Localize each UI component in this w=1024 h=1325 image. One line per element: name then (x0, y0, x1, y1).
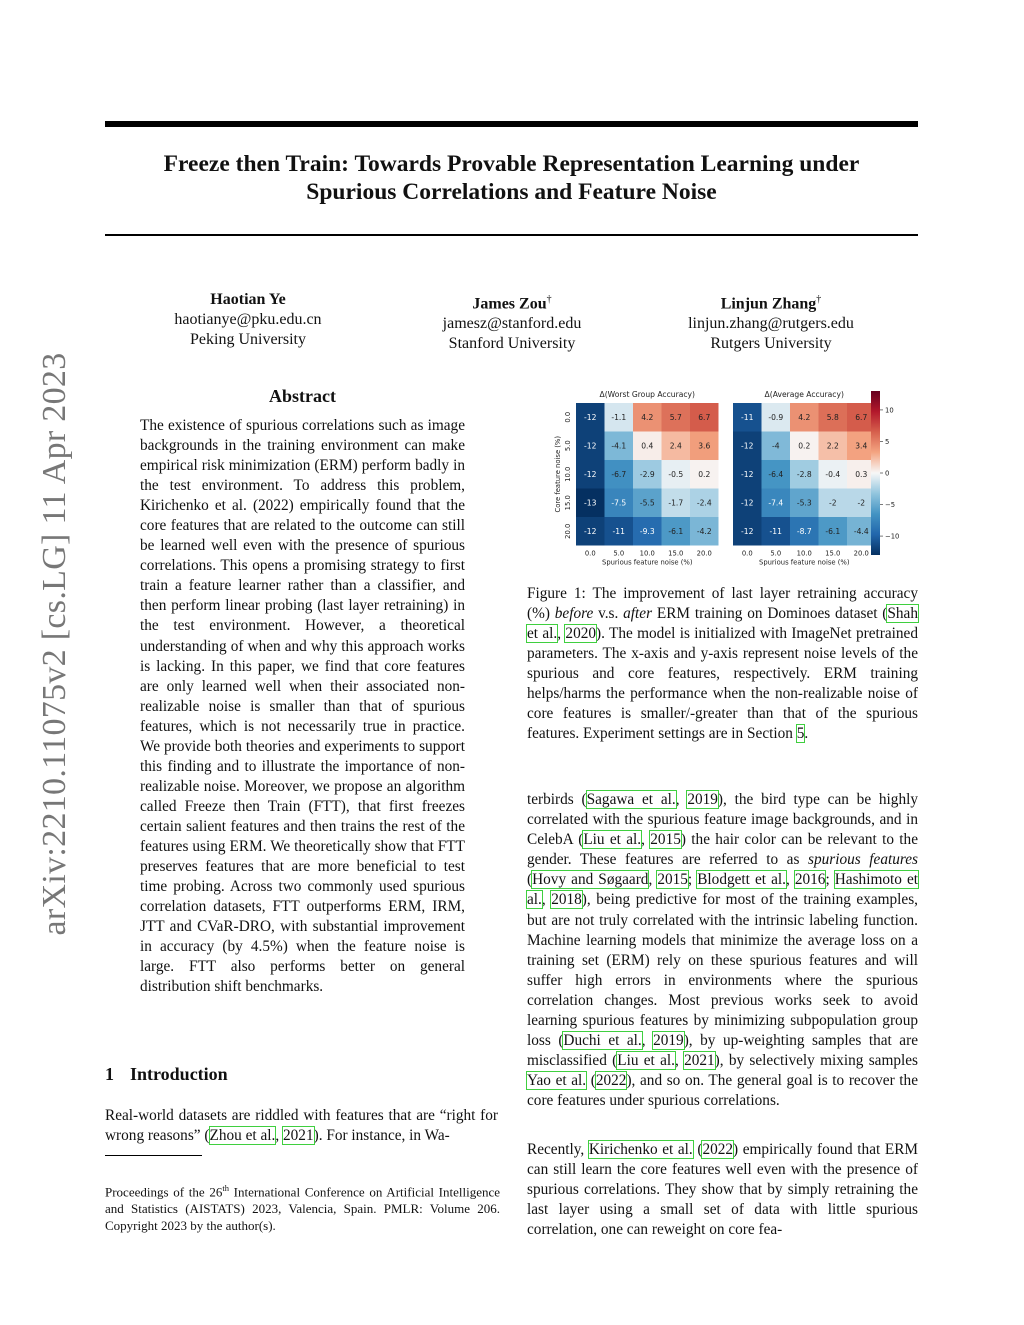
heatmap-cell-label: -11 (769, 527, 782, 537)
figure-1-heatmaps (527, 385, 919, 575)
heatmap-cell-label: 3.4 (855, 441, 868, 451)
citation-link[interactable]: 2015 (657, 871, 688, 889)
paragraph-text: ), by selectively mixing samples (714, 1052, 919, 1070)
heatmap-cell-label: -11 (741, 413, 754, 423)
paragraph-text: ; (687, 871, 698, 889)
paper-title (105, 150, 918, 206)
caption-text: ). The model is initialized with ImageNet pretrained parameters. The x-axis and y-axis represent noise levels of the spurious and core features, respectively. ERM training helps/harms the performance when the non-realizable noise of core features is smaller/-greater than that of the spurious features. Experiment settings are in Section (527, 625, 918, 743)
heatmap-cell-label: -0.5 (668, 470, 684, 480)
heatmap-cell-label: 5.7 (669, 413, 682, 423)
paragraph-text: ) empirically found that ERM can still learn the core features well even with the presence of spurious correlations. They show that by simply retraining the last layer using a small set of data with little spurious correlation, one can reweight on core fea- (527, 1141, 918, 1239)
heatmap-cell-label: -1.1 (611, 413, 627, 423)
footnote-text: International Conference on Artificial Intelligence and Statistics (AISTATS) 2023, Valencia, Spain. PMLR: Volume 206. Copyright 2023 by the author(s). (105, 1184, 500, 1233)
heatmap-cell-label: 2.2 (826, 441, 839, 451)
x-tick-label: 10.0 (796, 549, 812, 558)
caption-text: . (804, 725, 809, 743)
colorbar-tick-label: −10 (885, 532, 900, 541)
title-line-1: Freeze then Train: Towards Provable Representation Learning under (163, 151, 860, 177)
section-number: 1 (105, 1064, 114, 1084)
colorbar-tick-label: 5 (885, 437, 890, 446)
author-name: James Zou (472, 295, 547, 313)
citation-link[interactable]: 2015 (650, 831, 681, 849)
paragraph-text: , (674, 1052, 685, 1070)
x-tick-label: 20.0 (696, 549, 712, 558)
citation-link[interactable]: Duchi et al. (563, 1032, 642, 1050)
heatmap-cell-label: -12 (741, 498, 754, 508)
section-ref-link[interactable]: 5 (796, 725, 805, 743)
citation-link[interactable]: Liu et al. (617, 1052, 675, 1070)
colorbar-tick-label: 10 (885, 406, 894, 415)
paragraph-text: ), and so on. The general goal is to recover the core features under spurious correlations. (527, 1072, 918, 1110)
x-tick-label: 0.0 (741, 549, 753, 558)
paragraph-text: ), being predictive for most of the training examples, but are not truly correlated with the intrinsic labeling function. Machine learning models that minimize the average loss on a training set (ERM) rely on these spurious features and will suffer high errors in environments where the spurious correlation changes. Most previous works seek to avoid learning spurious features by minimizing subpopulation group loss ( (527, 891, 918, 1050)
paragraph-text: , (675, 791, 688, 808)
author-block-3 (621, 290, 921, 354)
paragraph-text: ( (586, 1072, 596, 1090)
paragraph-text: , (641, 831, 651, 849)
heatmap-title: Δ(Worst Group Accuracy) (599, 390, 695, 399)
paragraph-text: terbirds ( (527, 791, 587, 808)
abstract-body: The existence of spurious correlations such as image backgrounds in the training environment can make empirical risk minimization (ERM) perform badly in the test environment. To address this problem, Kirichenko et al. (2022) empirically found that the core features that are related to the outcome can still be learned well even with the presence of spurious correlations. This opens a promising strategy to first train a feature learner rather than a classifier, and then perform linear probing (last layer retraining) in the test environment. However, a theoretical understanding of when and why this approach works is lacking. In this paper, we find that core features are only learned well when their associated non-realizable noise is smaller than that of spurious features, which is not necessarily true in practice. We provide both theories and experiments to support this finding and to illustrate the importance of non-realizable noise. Moreover, we propose an algorithm called Freeze then Train (FTT), that first freezes certain salient features and then trains the rest of the features using ERM. We theoretically show that FTT preserves features that are more beneficial to test time probing. Across two commonly used spurious correlation datasets, FTT outperforms ERM, IRM, JTT and CVaR-DRO, with substantial improvement in accuracy (by 4.5%) when the feature noise is large. FTT also performs better on general distribution shift benchmarks. (140, 417, 465, 996)
paragraph-text: , (641, 1032, 654, 1050)
emphasis-text: spurious features (808, 851, 918, 869)
heatmap-cell-label: 0.2 (798, 441, 811, 451)
author-email: haotianye@pku.edu.cn (174, 311, 322, 328)
heatmap-cell-label: -2 (828, 498, 837, 508)
heatmap-svg (527, 385, 919, 575)
author-name: Linjun Zhang (720, 295, 817, 313)
colorbar-tick-label: −5 (885, 501, 896, 510)
caption-text: , (557, 625, 566, 643)
abstract-heading: Abstract (269, 386, 336, 406)
paragraph-text: , (785, 871, 795, 889)
author-email: jamesz@stanford.edu (442, 315, 582, 333)
x-tick-label: 10.0 (639, 549, 655, 558)
citation-link[interactable]: 2018 (551, 891, 582, 909)
heatmap-cell-label: -12 (584, 470, 597, 480)
citation-link[interactable]: 2022 (595, 1072, 627, 1090)
paragraph-text: , (648, 871, 658, 889)
heatmap-cell-label: -6.7 (611, 470, 627, 480)
heatmap-cell-label: -12 (741, 527, 754, 537)
heatmap-cell-label: -12 (584, 413, 597, 423)
intro-text: Real-world datasets are riddled with features that are “right for wrong reasons” ( (105, 1107, 498, 1145)
heatmap-cell-label: 6.7 (698, 413, 711, 423)
citation-link[interactable]: Shah et al. (527, 605, 919, 643)
paragraph-text: , (541, 891, 552, 909)
heatmap-cell-label: 6.7 (855, 413, 868, 423)
paragraph-text: ), the bird type can be highly correlated with the spurious feature image backgrounds, and in CelebA ( (527, 791, 918, 849)
caption-text: Figure 1: The improvement of last layer retraining accuracy (%) (527, 585, 918, 623)
heatmap-cell-label: -2.9 (639, 470, 655, 480)
heatmap-cell-label: -7.4 (768, 498, 784, 508)
heatmap-cell-label: -6.1 (668, 527, 684, 537)
heatmap-title: Δ(Average Accuracy) (764, 390, 844, 399)
heatmap-cell-label: -0.4 (825, 470, 841, 480)
heatmap-cell-label: -12 (584, 441, 597, 451)
title-line-2: Spurious Correlations and Feature Noise (306, 179, 717, 205)
footnote-text: Proceedings of the 26 (105, 1184, 223, 1200)
section-heading-introduction (105, 1064, 228, 1085)
heatmap-cell-label: -2.4 (696, 498, 712, 508)
figure-caption (527, 584, 918, 744)
footnote (105, 1180, 500, 1234)
arxiv-identifier: arXiv:2210.11075v2 [cs.LG] 11 Apr 2023 (36, 352, 73, 936)
caption-text: ERM training on Dominoes dataset ( (652, 605, 888, 623)
citation-link[interactable]: Yao et al. (527, 1072, 587, 1090)
x-tick-label: 15.0 (668, 549, 684, 558)
heatmap-cell-label: -5.5 (639, 498, 655, 508)
y-tick-label: 0.0 (564, 411, 572, 423)
author-block-2 (362, 290, 662, 354)
citation-link[interactable]: 2021 (684, 1052, 715, 1070)
heatmap-cell-label: 0.2 (698, 470, 711, 480)
citation-link[interactable]: 2019 (687, 791, 718, 808)
heatmap-cell-label: -4.4 (853, 527, 869, 537)
colorbar-tick-label: 0 (885, 469, 890, 478)
paragraph-text: ( (527, 871, 533, 889)
paragraph-text: Recently, (527, 1141, 589, 1158)
author-affiliation: Stanford University (448, 335, 576, 353)
heatmap-cell-label: -6.4 (768, 470, 784, 480)
citation-link[interactable]: Hovy and Søgaard (532, 871, 649, 889)
heatmap-cell-label: -12 (741, 470, 754, 480)
caption-em: after (623, 605, 653, 623)
heatmap-cell-label: 5.8 (826, 413, 839, 423)
citation-link[interactable]: Liu et al. (583, 831, 642, 849)
heatmap-cell-label: -9.3 (639, 527, 655, 537)
intro-text: , (275, 1127, 283, 1145)
section-title: Introduction (130, 1064, 228, 1084)
y-tick-label: 10.0 (564, 466, 572, 482)
caption-em: before (554, 605, 594, 623)
x-tick-label: 5.0 (613, 549, 625, 558)
heatmap-cell-label: -4 (771, 441, 780, 451)
heatmap-cell-label: 4.2 (798, 413, 811, 423)
citation-link[interactable]: 2016 (794, 871, 826, 889)
author-mark: † (816, 294, 822, 305)
intro-text: ). For instance, in Wa- (313, 1127, 450, 1145)
y-tick-label: 20.0 (564, 523, 572, 539)
right-column-paragraph-1 (527, 790, 918, 1112)
footnote-rule (105, 1155, 202, 1156)
x-tick-label: 15.0 (825, 549, 841, 558)
citation-link[interactable]: 2019 (653, 1032, 684, 1050)
heatmap-cell-label: -12 (741, 441, 754, 451)
heatmap-cell-label: -4.2 (696, 527, 712, 537)
citation-link[interactable]: Kirichenko et al. (588, 1141, 693, 1158)
top-rule (105, 121, 918, 127)
heatmap-cell-label: -7.5 (611, 498, 627, 508)
author-email: linjun.zhang@rutgers.edu (688, 315, 854, 333)
x-axis-label: Spurious feature noise (%) (602, 558, 693, 567)
heatmap-cell-label: 0.4 (641, 441, 654, 451)
heatmap-cell-label: -2.8 (796, 470, 812, 480)
heatmap-cell-label: 0.3 (855, 470, 868, 480)
author-block-1 (98, 290, 398, 350)
y-tick-label: 5.0 (564, 440, 572, 452)
heatmap-cell-label: 2.4 (669, 441, 682, 451)
author-affiliation: Rutgers University (710, 335, 832, 353)
colorbar (871, 391, 880, 555)
intro-paragraph (105, 1106, 498, 1146)
paragraph-text: ( (692, 1141, 703, 1158)
heatmap-cell-label: -11 (612, 527, 625, 537)
heatmap-cell-label: -8.7 (796, 527, 812, 537)
x-tick-label: 20.0 (853, 549, 869, 558)
y-tick-label: 15.0 (564, 495, 572, 511)
title-rule (105, 234, 918, 236)
citation-link[interactable]: 2020 (565, 625, 597, 643)
paragraph-text: ) the hair color can be relevant to the gender. These features are referred to as (527, 831, 918, 869)
heatmap-cell-label: -13 (584, 498, 597, 508)
heatmap-cell-label: -2 (857, 498, 866, 508)
x-tick-label: 5.0 (770, 549, 782, 558)
heatmap-cell-label: 4.2 (641, 413, 654, 423)
citation-link[interactable]: Blodgett et al. (697, 871, 786, 889)
paragraph-text: ; (825, 871, 835, 889)
citation-link[interactable]: 2022 (702, 1141, 734, 1158)
x-tick-label: 0.0 (584, 549, 596, 558)
x-axis-label: Spurious feature noise (%) (759, 558, 850, 567)
paragraph-text: ), by up-weighting samples that are misclassified ( (527, 1032, 918, 1070)
citation-link[interactable]: 2021 (283, 1127, 314, 1145)
y-axis-label: Core feature noise (%) (554, 435, 562, 513)
heatmap-cell-label: 3.6 (698, 441, 711, 451)
heatmap-cell-label: -12 (584, 527, 597, 537)
citation-link[interactable]: Sagawa et al. (586, 791, 676, 808)
heatmap-cell-label: -6.1 (825, 527, 841, 537)
footnote-sup: th (222, 1183, 229, 1193)
heatmap-cell-label: -4.1 (611, 441, 627, 451)
author-affiliation: Peking University (190, 331, 306, 348)
heatmap-cell-label: -5.3 (796, 498, 812, 508)
heatmap-cell-label: -0.9 (768, 413, 784, 423)
author-name: Haotian Ye (210, 291, 286, 308)
author-mark: † (546, 294, 552, 305)
citation-link[interactable]: Hashimoto et al. (527, 871, 918, 909)
heatmap-cell-label: -1.7 (668, 498, 684, 508)
caption-text: v.s. (593, 605, 624, 623)
citation-link[interactable]: Zhou et al. (209, 1127, 276, 1145)
right-column-paragraph-2 (527, 1140, 918, 1240)
